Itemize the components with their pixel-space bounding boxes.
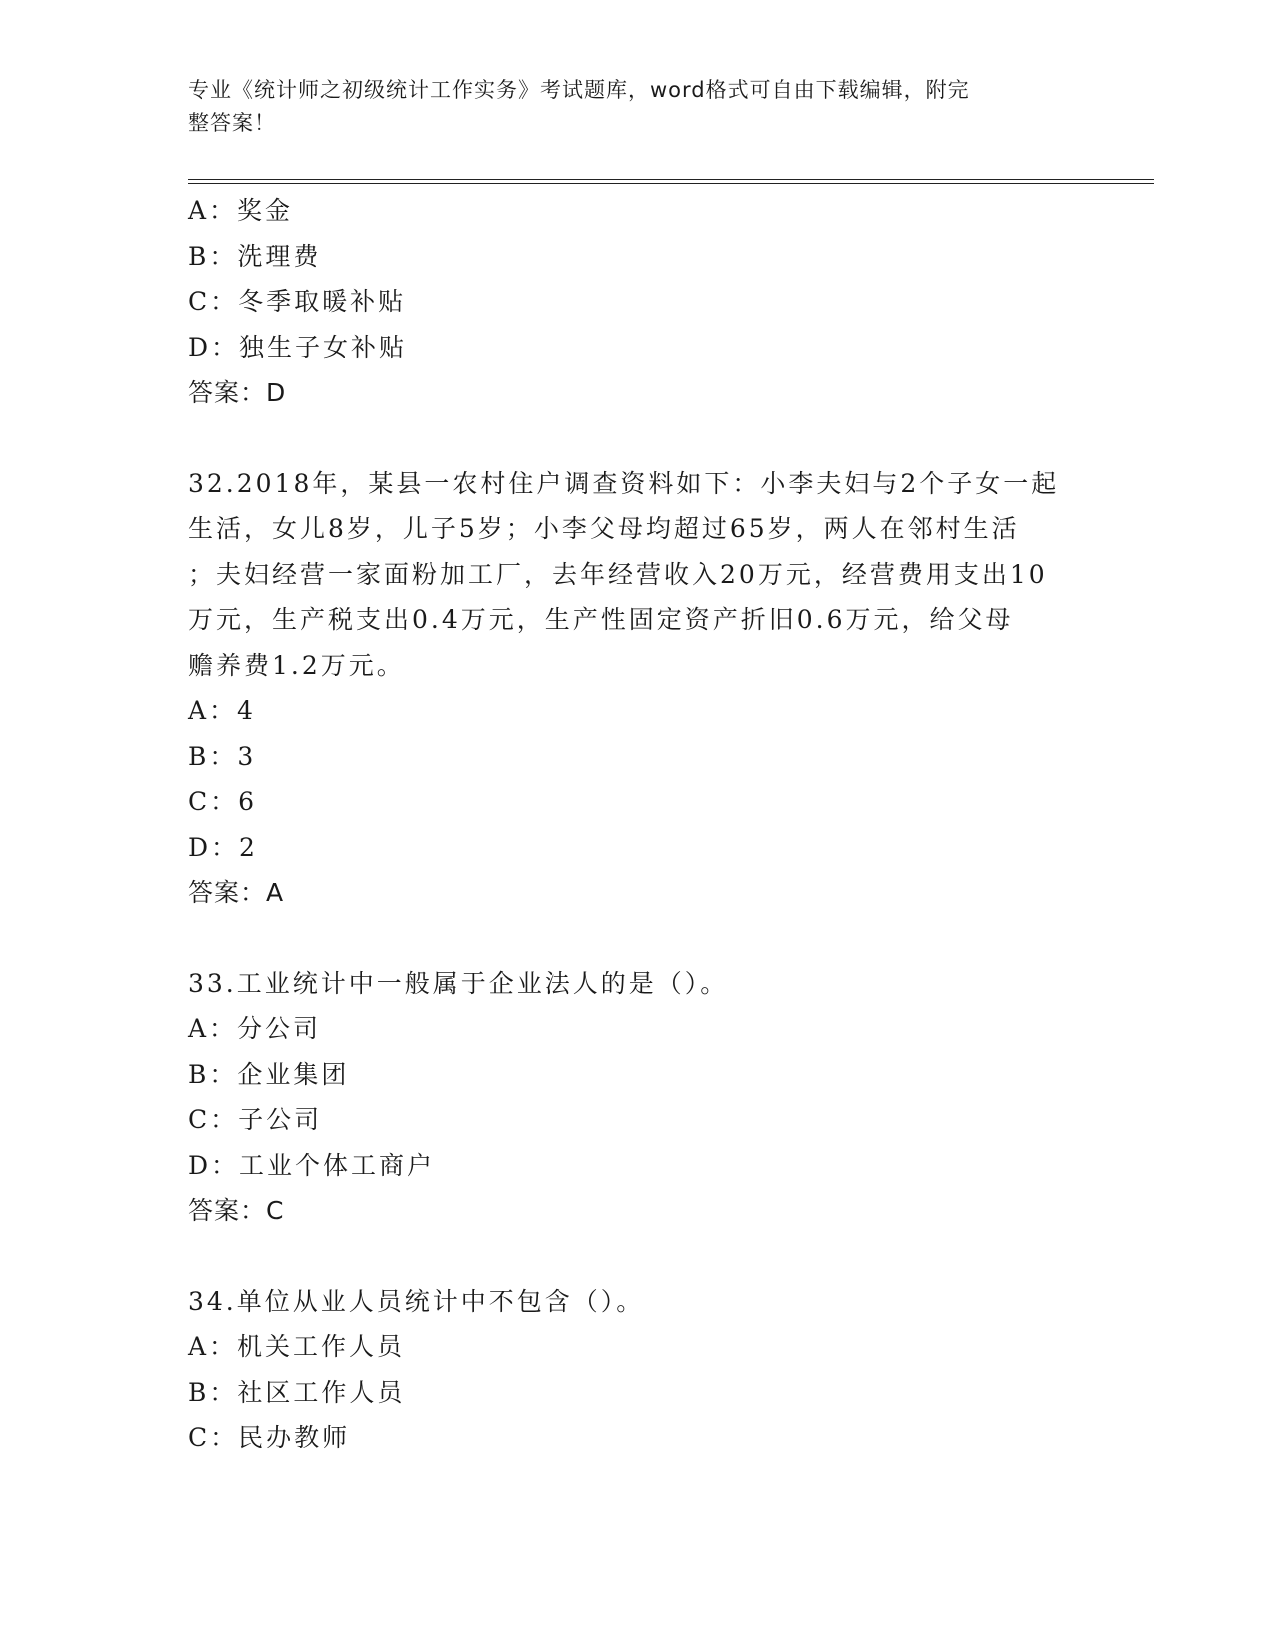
- header-line-1: 专业《统计师之初级统计工作实务》考试题库，word格式可自由下载编辑，附完: [188, 78, 970, 102]
- option-b: B：企业集团: [188, 1059, 350, 1089]
- question-stem-line: ；夫妇经营一家面粉加工厂，去年经营收入20万元，经营费用支出10: [188, 559, 1048, 589]
- question-stem-line: 赡养费1.2万元。: [188, 650, 405, 680]
- option-b: B：3: [188, 741, 257, 771]
- header-line-2: 整答案！: [188, 111, 276, 135]
- option-d: D：独生子女补贴: [188, 332, 408, 362]
- option-a: A：分公司: [188, 1014, 322, 1043]
- spacer: [188, 916, 1088, 961]
- spacer: [188, 1234, 1088, 1279]
- question-stem-line: 万元，生产税支出0.4万元，生产性固定资产折旧0.6万元，给父母: [188, 605, 1014, 634]
- spacer: [188, 416, 1088, 461]
- header-rule-top: [188, 179, 1154, 180]
- option-b: B：社区工作人员: [188, 1377, 406, 1407]
- question-content: [188, 188, 1088, 1461]
- option-a: A：4: [188, 696, 256, 725]
- option-d: D：工业个体工商户: [188, 1150, 436, 1180]
- question-34: [188, 1279, 1088, 1461]
- option-c: C：子公司: [188, 1105, 323, 1134]
- question-stem-line: 生活，女儿8岁，儿子5岁；小李父母均超过65岁，两人在邻村生活: [188, 514, 1020, 543]
- option-c: C：民办教师: [188, 1423, 351, 1452]
- question-stem: 34.单位从业人员统计中不包含（）。: [188, 1286, 645, 1316]
- header-rule-bottom: [188, 183, 1154, 184]
- answer: 答案：D: [188, 378, 287, 407]
- question-31: [188, 188, 1088, 416]
- option-c: C：冬季取暖补贴: [188, 287, 407, 316]
- option-a: A：机关工作人员: [188, 1332, 406, 1361]
- question-32: [188, 461, 1088, 916]
- answer: 答案：A: [188, 878, 285, 907]
- answer: 答案：C: [188, 1196, 285, 1225]
- option-b: B：洗理费: [188, 241, 322, 271]
- option-c: C：6: [188, 787, 258, 816]
- option-a: A：奖金: [188, 196, 294, 225]
- question-stem: 33.工业统计中一般属于企业法人的是（）。: [188, 968, 729, 998]
- question-33: [188, 961, 1088, 1234]
- question-stem-line: 32.2018年，某县一农村住户调查资料如下：小李夫妇与2个子女一起: [188, 468, 1060, 498]
- option-d: D：2: [188, 832, 258, 862]
- document-header: [188, 74, 1088, 140]
